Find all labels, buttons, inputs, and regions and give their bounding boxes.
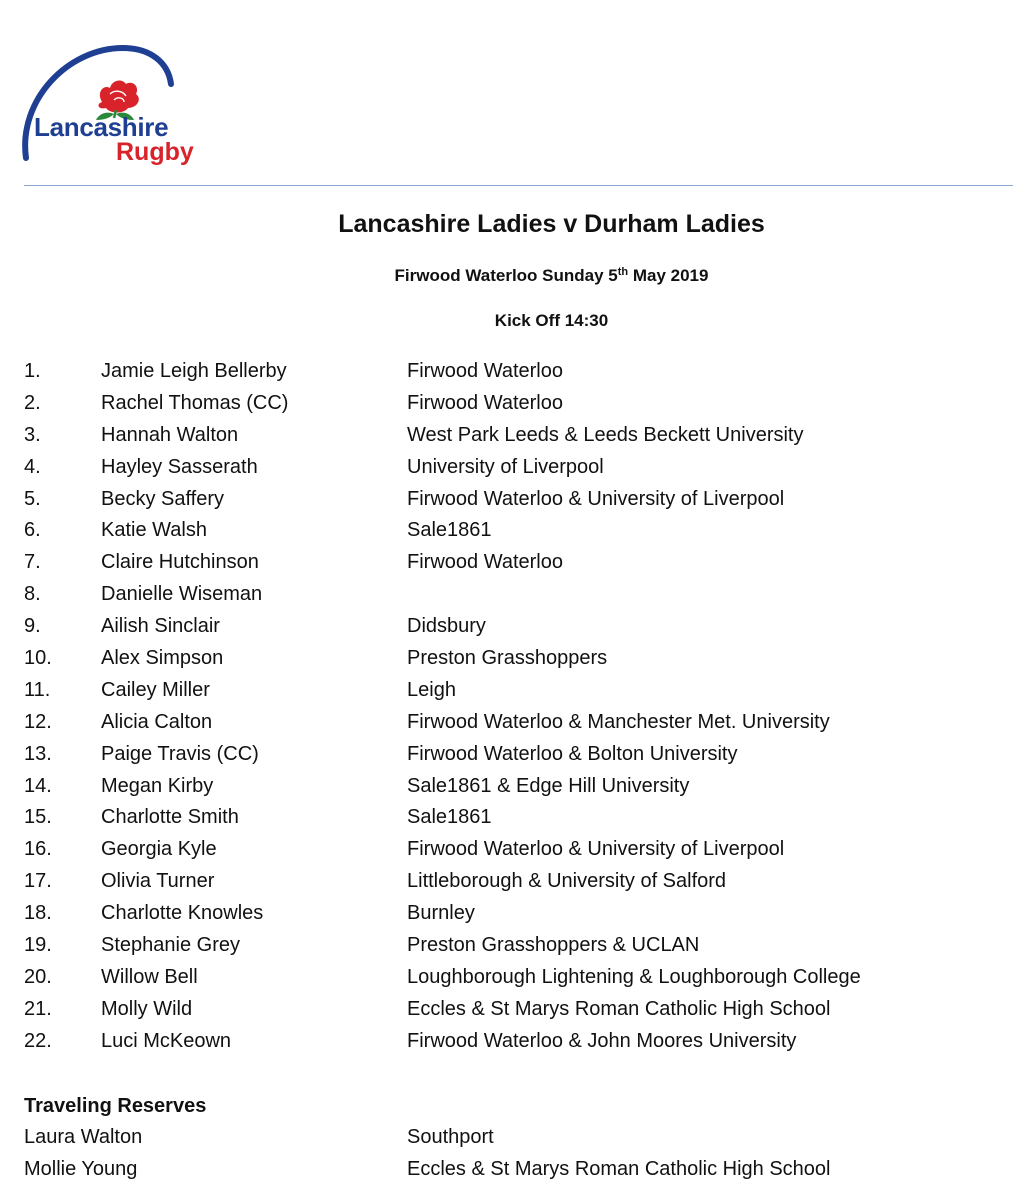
player-name: Becky Saffery (101, 487, 225, 510)
player-row (0, 834, 1013, 866)
player-name: Georgia Kyle (101, 838, 217, 861)
player-name: Jamie Leigh Bellerby (101, 360, 287, 382)
player-row (0, 930, 1013, 962)
player-number: 11. (24, 678, 51, 701)
player-club: Firwood Waterloo (407, 551, 563, 574)
player-club: Firwood Waterloo & Bolton University (407, 742, 738, 765)
player-number: 18. (24, 902, 52, 925)
document-title: Lancashire Ladies v Durham Ladies (338, 210, 765, 238)
player-row (0, 547, 1013, 579)
player-row (0, 484, 1013, 516)
player-list (0, 356, 1013, 1058)
player-row (0, 420, 1013, 452)
venue-date (0, 266, 1013, 286)
player-club: Didsbury (407, 615, 486, 638)
player-row (0, 866, 1013, 898)
player-number: 21. (24, 997, 52, 1020)
player-row (0, 356, 1013, 388)
player-row (0, 1026, 1013, 1058)
player-row (0, 643, 1013, 675)
player-club: Loughborough Lightening & Loughborough College (407, 965, 861, 988)
player-club: Firwood Waterloo & Manchester Met. University (407, 710, 830, 733)
player-number: 7. (24, 551, 41, 574)
player-row (0, 739, 1013, 771)
reserve-name: Mollie Young (24, 1158, 138, 1180)
player-name: Hannah Walton (101, 423, 239, 446)
player-row (0, 515, 1013, 547)
player-name: Willow Bell (101, 965, 198, 988)
player-club: Firwood Waterloo & University of Liverpool (407, 487, 785, 510)
player-name: Olivia Turner (101, 870, 215, 893)
player-name: Danielle Wiseman (101, 583, 263, 606)
venue-month: May 2019 (628, 266, 709, 285)
player-name: Katie Walsh (101, 519, 207, 542)
player-name: Rachel Thomas (CC) (101, 391, 289, 414)
player-number: 20. (24, 965, 52, 988)
player-club: Sale1861 (407, 519, 492, 542)
player-name: Luci McKeown (101, 1029, 232, 1052)
logo-line1: Lancashire (34, 112, 169, 142)
player-club: West Park Leeds & Leeds Beckett University (407, 423, 804, 446)
player-row (0, 994, 1013, 1026)
player-club: Firwood Waterloo (407, 391, 563, 414)
player-club: Burnley (407, 902, 475, 925)
player-row (0, 771, 1013, 803)
player-number: 14. (24, 774, 52, 797)
player-row (0, 579, 1013, 611)
player-number: 1. (24, 360, 41, 382)
player-row (0, 707, 1013, 739)
player-row (0, 388, 1013, 420)
player-number: 6. (24, 519, 41, 542)
player-number: 16. (24, 838, 52, 861)
player-name: Alicia Calton (101, 710, 213, 733)
player-name: Megan Kirby (101, 774, 214, 797)
player-club: Sale1861 (407, 806, 492, 829)
player-number: 4. (24, 455, 41, 478)
player-club: Firwood Waterloo (407, 360, 563, 382)
player-number: 15. (24, 806, 52, 829)
player-number: 12. (24, 710, 52, 733)
reserve-row (0, 1122, 1013, 1154)
player-name: Alex Simpson (101, 647, 224, 670)
logo-line2: Rugby (116, 138, 194, 166)
player-club: Eccles & St Marys Roman Catholic High School (407, 997, 831, 1020)
player-name: Cailey Miller (101, 678, 210, 701)
player-row (0, 962, 1013, 994)
player-name: Charlotte Knowles (101, 902, 264, 925)
player-club: Preston Grasshoppers (407, 647, 608, 670)
player-number: 13. (24, 742, 52, 765)
reserve-name: Laura Walton (24, 1126, 143, 1148)
player-club: Firwood Waterloo & John Moores University (407, 1029, 797, 1052)
player-number: 2. (24, 391, 41, 414)
player-name: Stephanie Grey (101, 934, 240, 957)
player-name: Claire Hutchinson (101, 551, 259, 574)
reserve-club: Eccles & St Marys Roman Catholic High School (407, 1158, 831, 1180)
lancashire-rugby-logo (18, 40, 208, 170)
reserve-club: Southport (407, 1126, 494, 1148)
player-club: Firwood Waterloo & University of Liverpool (407, 838, 785, 861)
reserve-row (0, 1154, 1013, 1186)
player-name: Molly Wild (101, 997, 193, 1020)
player-number: 19. (24, 934, 52, 957)
player-number: 10. (24, 647, 52, 670)
player-row (0, 611, 1013, 643)
reserves-list (0, 1122, 1013, 1186)
player-club: Preston Grasshoppers & UCLAN (407, 934, 700, 957)
venue-ordinal: th (617, 266, 629, 278)
player-row (0, 802, 1013, 834)
header-divider (24, 185, 1013, 186)
player-name: Paige Travis (CC) (101, 742, 259, 765)
player-number: 3. (24, 423, 41, 446)
player-club: Littleborough & University of Salford (407, 870, 727, 893)
kickoff-time: Kick Off 14:30 (494, 311, 609, 330)
player-name: Ailish Sinclair (101, 615, 220, 638)
player-name: Hayley Sasserath (101, 455, 258, 478)
player-number: 17. (24, 870, 52, 893)
player-number: 9. (24, 615, 41, 638)
player-number: 8. (24, 583, 41, 606)
reserves-heading: Traveling Reserves (24, 1095, 207, 1117)
player-club: Sale1861 & Edge Hill University (407, 774, 690, 797)
player-row (0, 898, 1013, 930)
player-row (0, 675, 1013, 707)
player-number: 5. (24, 487, 41, 510)
player-number: 22. (24, 1029, 52, 1052)
player-row (0, 452, 1013, 484)
venue-text: Firwood Waterloo Sunday 5 (394, 266, 618, 285)
player-name: Charlotte Smith (101, 806, 239, 829)
player-club: Leigh (407, 678, 456, 701)
player-club: University of Liverpool (407, 455, 604, 478)
